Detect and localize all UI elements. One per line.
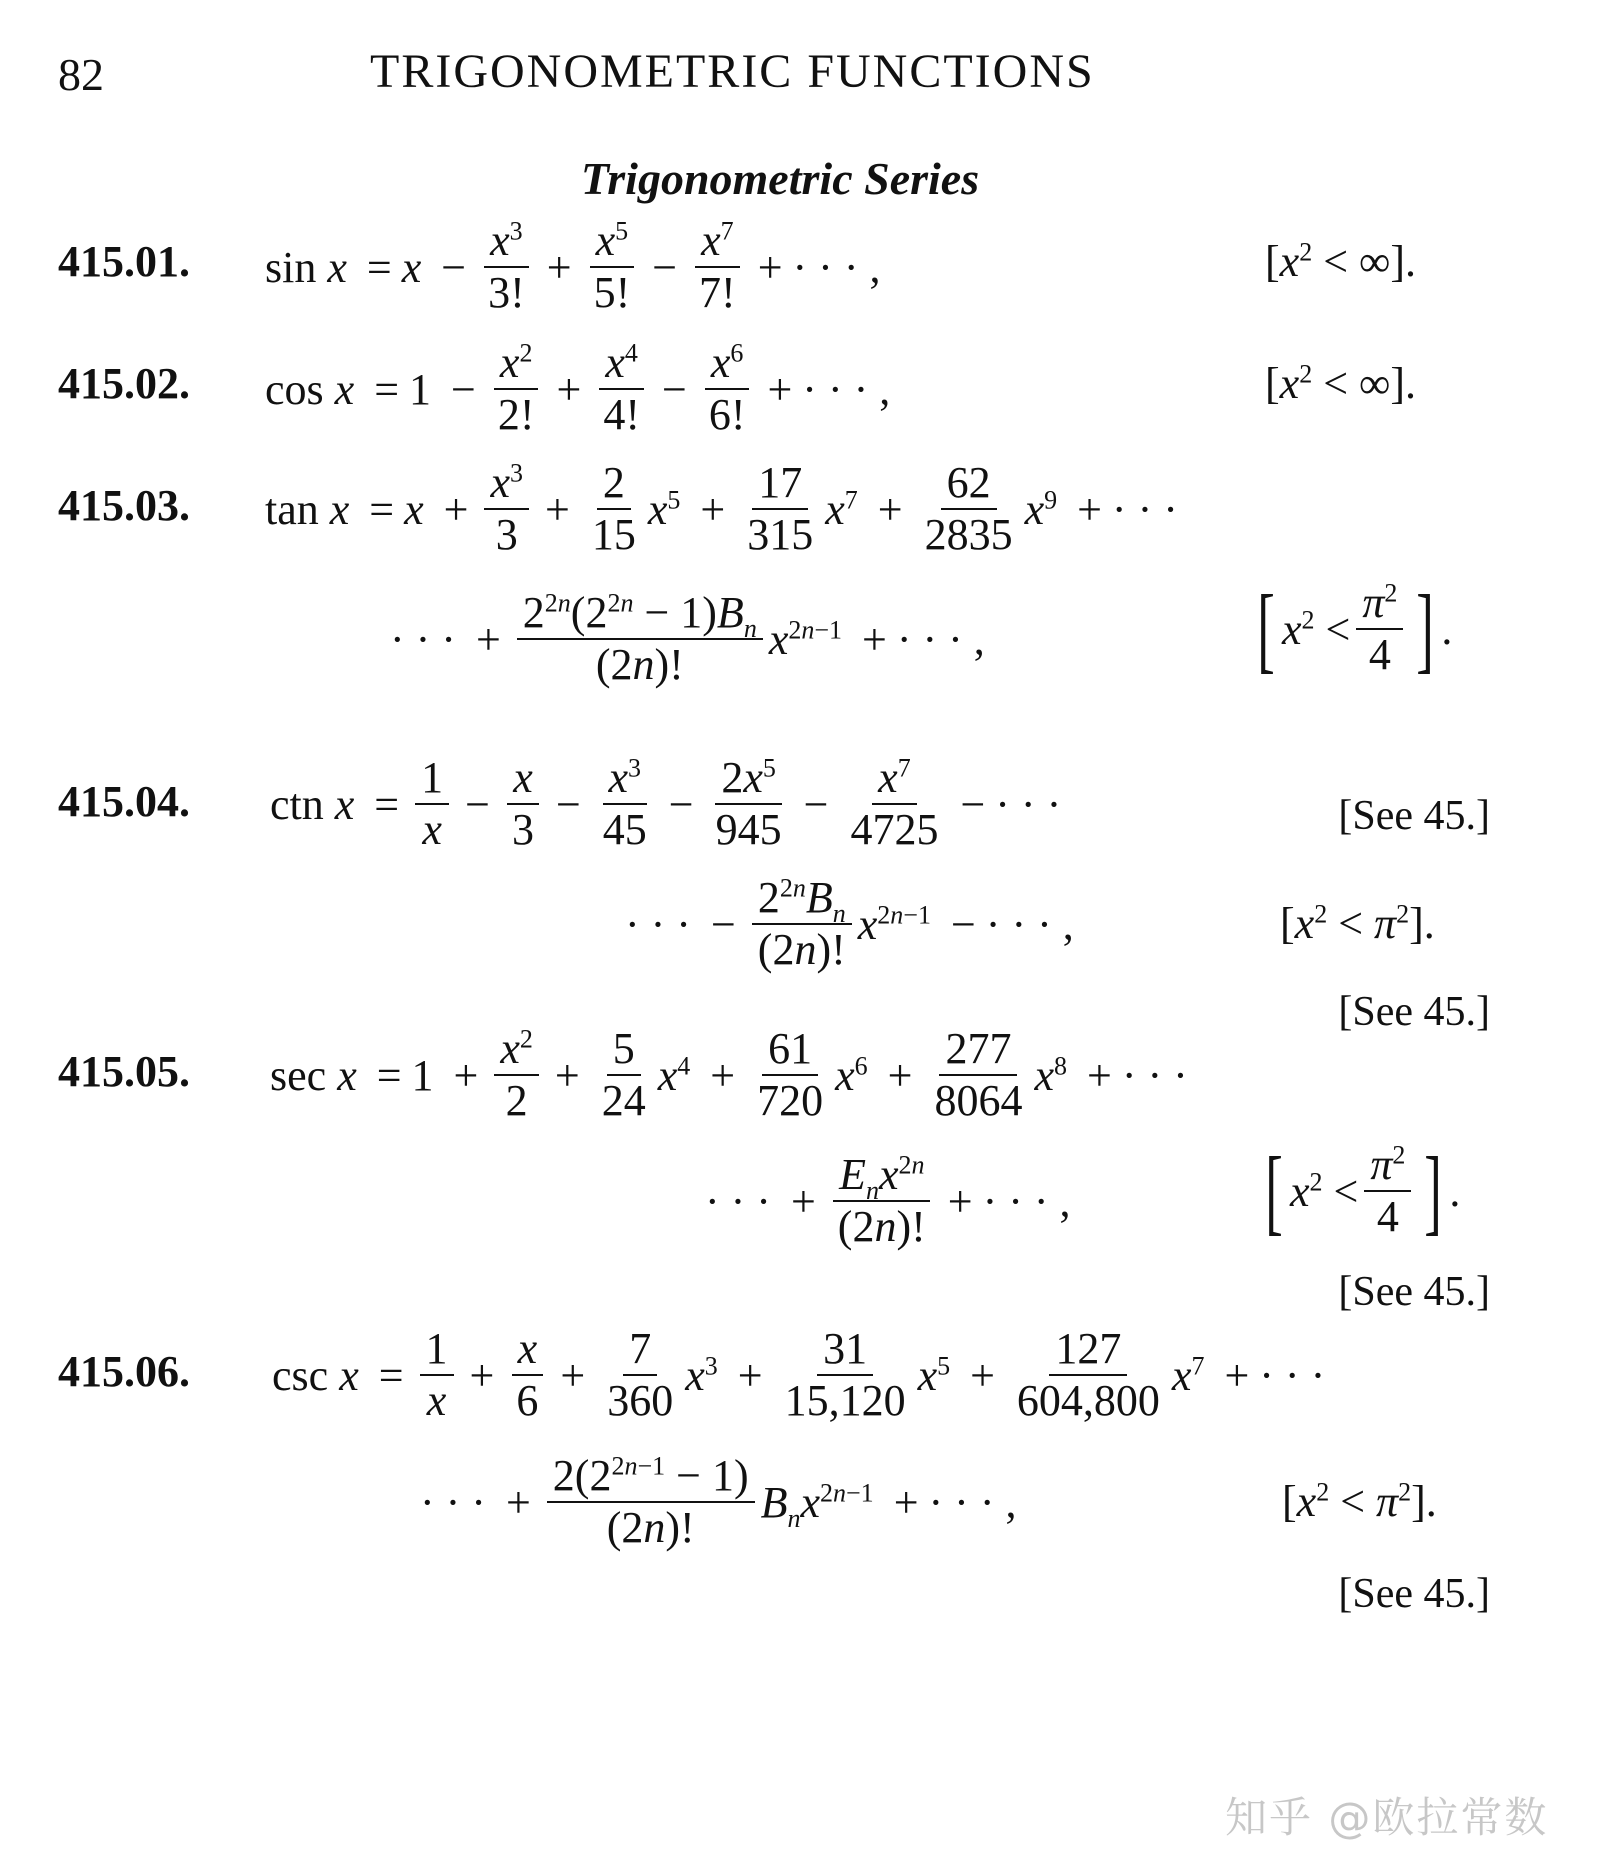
see-reference: [See 45.] [1338, 793, 1490, 839]
formula-line-1: ctn x = $\frac{1}{x}$ − $\frac{x}{3}$ − $\frac{x^3}{45}$ − $\frac{2x^5}{945}$ − $\frac{x^7}{4725}$ − · · · [270, 753, 1062, 855]
formula-line-2: · · · + $\frac{2^{2n}(2^{2n} - 1)B_n}{(2n)!}$ $x^{2n-1}$ + · · · , [390, 588, 985, 690]
formula: sin x = x − $\frac{x^3}{3!}$ + $\frac{x^5}{5!}$ − $\frac{x^7}{7!}$ + · · · , [265, 216, 881, 318]
condition: [$x^2$ < ∞]. [1265, 359, 1417, 408]
formula-line-1: tan x = x + $\frac{x^3}{3}$ + $\frac{2}{15}$ $x^5$ + $\frac{17}{315}$ $x^7$ + $\frac{62}{2835}$ $x^9$ + · · · [265, 458, 1178, 560]
see-reference: [See 45.] [1338, 1571, 1490, 1617]
equation-number: 415.06. [58, 1347, 190, 1396]
watermark: 知乎 @欧拉常数 [1225, 1793, 1549, 1842]
condition: $[x^2 < \pi^2]$. [1280, 899, 1435, 948]
equation-number: 415.03. [58, 481, 190, 530]
formula-line-2: · · · + $\frac{2(2^{2n-1} - 1)}{(2n)!}$ $B_nx^{2n-1}$ + · · · , [420, 1451, 1017, 1553]
condition: [ $x^2$ < $\frac{\pi^2}{4}$ ] . [1257, 575, 1453, 683]
equation-number: 415.04. [58, 777, 190, 826]
section-title: Trigonometric Series [580, 153, 980, 204]
running-head: TRIGONOMETRIC FUNCTIONS [370, 45, 1095, 98]
formula-line-1: sec x = 1 + $\frac{x^2}{2}$ + $\frac{5}{24}$ $x^4$ + $\frac{61}{720}$ $x^6$ + $\frac{277}{8064}$ $x^8$ + · · · [270, 1024, 1188, 1126]
condition: [$x^2$ < ∞]. [1265, 237, 1417, 286]
see-reference: [See 45.] [1338, 1269, 1490, 1315]
equation-number: 415.01. [58, 237, 190, 286]
formula: cos x = 1 − $\frac{x^2}{2!}$ + $\frac{x^4}{4!}$ − $\frac{x^6}{6!}$ + · · · , [265, 338, 891, 440]
see-reference: [See 45.] [1338, 989, 1490, 1035]
condition: $[x^2 < \pi^2]$. [1282, 1477, 1437, 1526]
equation-number: 415.02. [58, 359, 190, 408]
page-number: 82 [58, 49, 104, 100]
condition: [ $x^2$ < $\frac{\pi^2}{4}$ ] . [1265, 1137, 1461, 1245]
formula-line-1: csc x = $\frac{1}{x}$ + $\frac{x}{6}$ + $\frac{7}{360}$ $x^3$ + $\frac{31}{15,120}$ $x^5$ + $\frac{127}{604,800}$ $x^7$ + · · · [272, 1324, 1326, 1426]
formula-line-2: · · · − $\frac{2^{2n}B_n}{(2n)!}$ $x^{2n-1}$ − · · · , [625, 873, 1074, 975]
equation-number: 415.05. [58, 1047, 190, 1096]
formula-line-2: · · · + $\frac{E_nx^{2n}}{(2n)!}$ + · · · , [705, 1150, 1071, 1252]
